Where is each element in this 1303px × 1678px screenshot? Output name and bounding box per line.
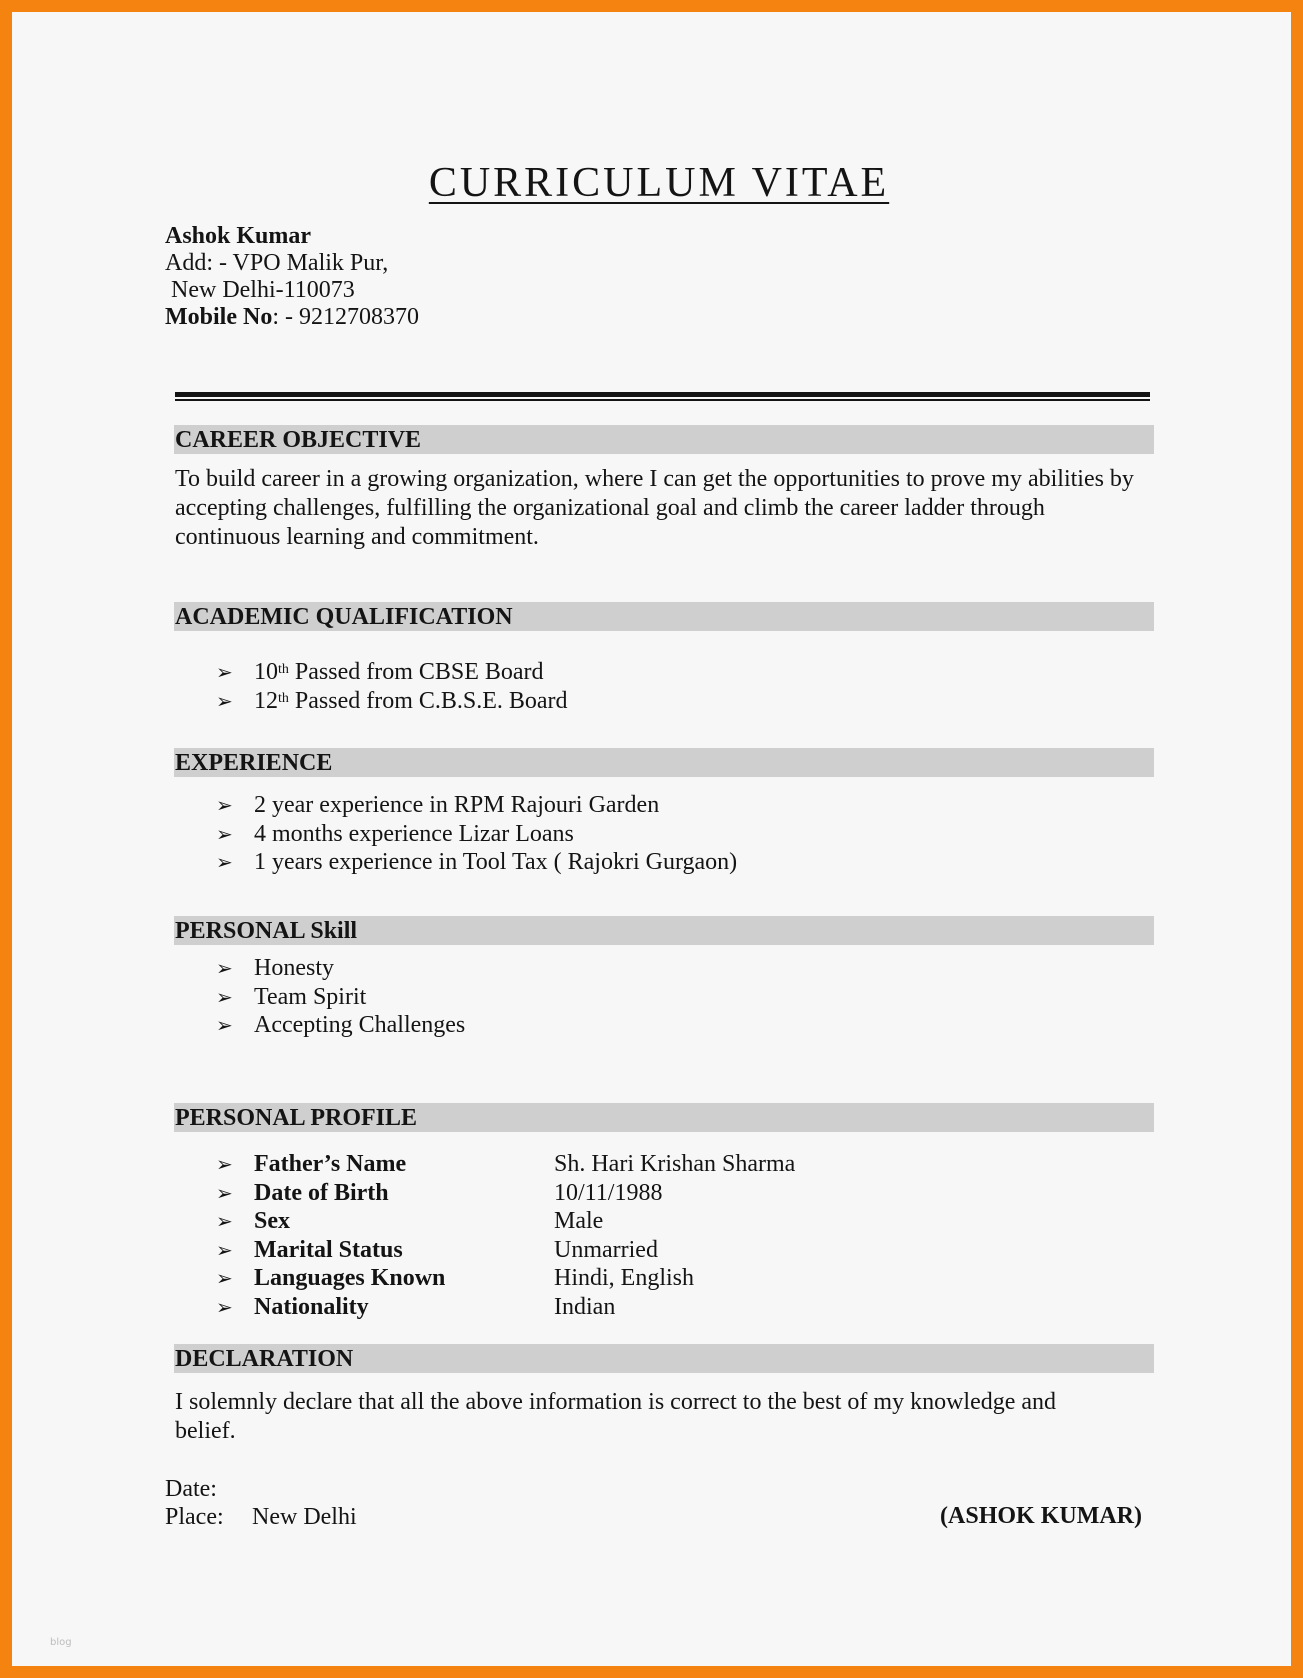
profile-heading: PERSONAL PROFILE xyxy=(174,1103,1154,1132)
declaration-heading: DECLARATION xyxy=(174,1344,1154,1373)
declaration-text: I solemnly declare that all the above information is correct to the best of my knowledge and belief. xyxy=(175,1389,1057,1444)
profile-label: Nationality xyxy=(254,1293,369,1320)
table-row xyxy=(216,1264,795,1293)
place-label: Place: xyxy=(165,1504,224,1530)
profile-value: Indian xyxy=(554,1293,616,1320)
arrow-bullet-icon: ➢ xyxy=(216,956,233,980)
profile-label: Marital Status xyxy=(254,1236,403,1263)
arrow-bullet-icon: ➢ xyxy=(216,1237,233,1262)
list-item: ➢ 4 months experience Lizar Loans xyxy=(216,820,574,847)
candidate-name: Ashok Kumar xyxy=(165,223,312,249)
header-divider-thick xyxy=(175,392,1150,397)
table-row xyxy=(216,1150,795,1179)
academic-heading: ACADEMIC QUALIFICATION xyxy=(174,602,1154,631)
list-item: ➢ Accepting Challenges xyxy=(216,1012,466,1038)
table-row xyxy=(216,1293,795,1322)
place-value: New Delhi xyxy=(252,1504,357,1530)
list-item: ➢ 10th Passed from CBSE Board xyxy=(216,659,544,685)
mobile-line xyxy=(165,303,419,331)
place-line xyxy=(165,1503,357,1531)
career-objective-text: To build career in a growing organization, where I can get the opportunities to prove my abilities by accepting challenges, fulfilling the organizational goal and climb the career ladder through continuous learning and commitment. xyxy=(175,466,1134,550)
signature-name: (ASHOK KUMAR) xyxy=(940,1503,1142,1529)
arrow-bullet-icon: ➢ xyxy=(216,1294,233,1319)
academic-list xyxy=(216,658,568,715)
profile-label: Languages Known xyxy=(254,1265,446,1291)
profile-list xyxy=(216,1150,795,1321)
profile-label: Date of Birth xyxy=(254,1179,389,1206)
arrow-bullet-icon: ➢ xyxy=(216,1209,233,1233)
address-line-1: Add: - VPO Malik Pur, xyxy=(165,250,389,276)
profile-value: Male xyxy=(554,1208,604,1234)
list-item: ➢ 1 years experience in Tool Tax ( Rajokri Gurgaon) xyxy=(216,849,738,875)
cv-page xyxy=(164,12,1154,1666)
experience-list xyxy=(216,791,737,877)
profile-value: 10/11/1988 xyxy=(554,1179,663,1206)
arrow-bullet-icon: ➢ xyxy=(216,660,233,684)
list-item: ➢ 12th Passed from C.B.S.E. Board xyxy=(216,687,568,714)
profile-value: Sh. Hari Krishan Sharma xyxy=(554,1151,796,1177)
mobile-value: : - 9212708370 xyxy=(272,304,419,330)
arrow-bullet-icon: ➢ xyxy=(216,850,233,874)
profile-label: Sex xyxy=(254,1208,290,1234)
skills-heading: PERSONAL Skill xyxy=(174,916,1154,945)
table-row xyxy=(216,1236,795,1265)
list-item: ➢ Team Spirit xyxy=(216,983,367,1010)
list-item: ➢ 2 year experience in RPM Rajouri Garden xyxy=(216,792,660,818)
arrow-bullet-icon: ➢ xyxy=(216,821,233,846)
mobile-label: Mobile No xyxy=(165,304,273,330)
watermark: blog xyxy=(50,1637,72,1648)
arrow-bullet-icon: ➢ xyxy=(216,793,233,817)
date-label: Date: xyxy=(165,1476,217,1502)
document-title: CURRICULUM VITAE xyxy=(428,160,890,206)
table-row xyxy=(216,1207,795,1236)
header-divider-thin xyxy=(175,399,1150,401)
list-item: ➢ Honesty xyxy=(216,955,334,981)
profile-value: Hindi, English xyxy=(554,1265,695,1291)
arrow-bullet-icon: ➢ xyxy=(216,1152,233,1176)
skills-list xyxy=(216,954,465,1040)
arrow-bullet-icon: ➢ xyxy=(216,688,233,713)
arrow-bullet-icon: ➢ xyxy=(216,984,233,1009)
career-objective-heading: CAREER OBJECTIVE xyxy=(174,425,1154,454)
profile-value: Unmarried xyxy=(554,1236,658,1263)
experience-heading: EXPERIENCE xyxy=(174,748,1154,777)
address-line-2: New Delhi-110073 xyxy=(171,277,355,303)
arrow-bullet-icon: ➢ xyxy=(216,1013,233,1037)
profile-label: Father’s Name xyxy=(254,1151,407,1177)
arrow-bullet-icon: ➢ xyxy=(216,1266,233,1290)
table-row xyxy=(216,1179,795,1208)
arrow-bullet-icon: ➢ xyxy=(216,1180,233,1205)
